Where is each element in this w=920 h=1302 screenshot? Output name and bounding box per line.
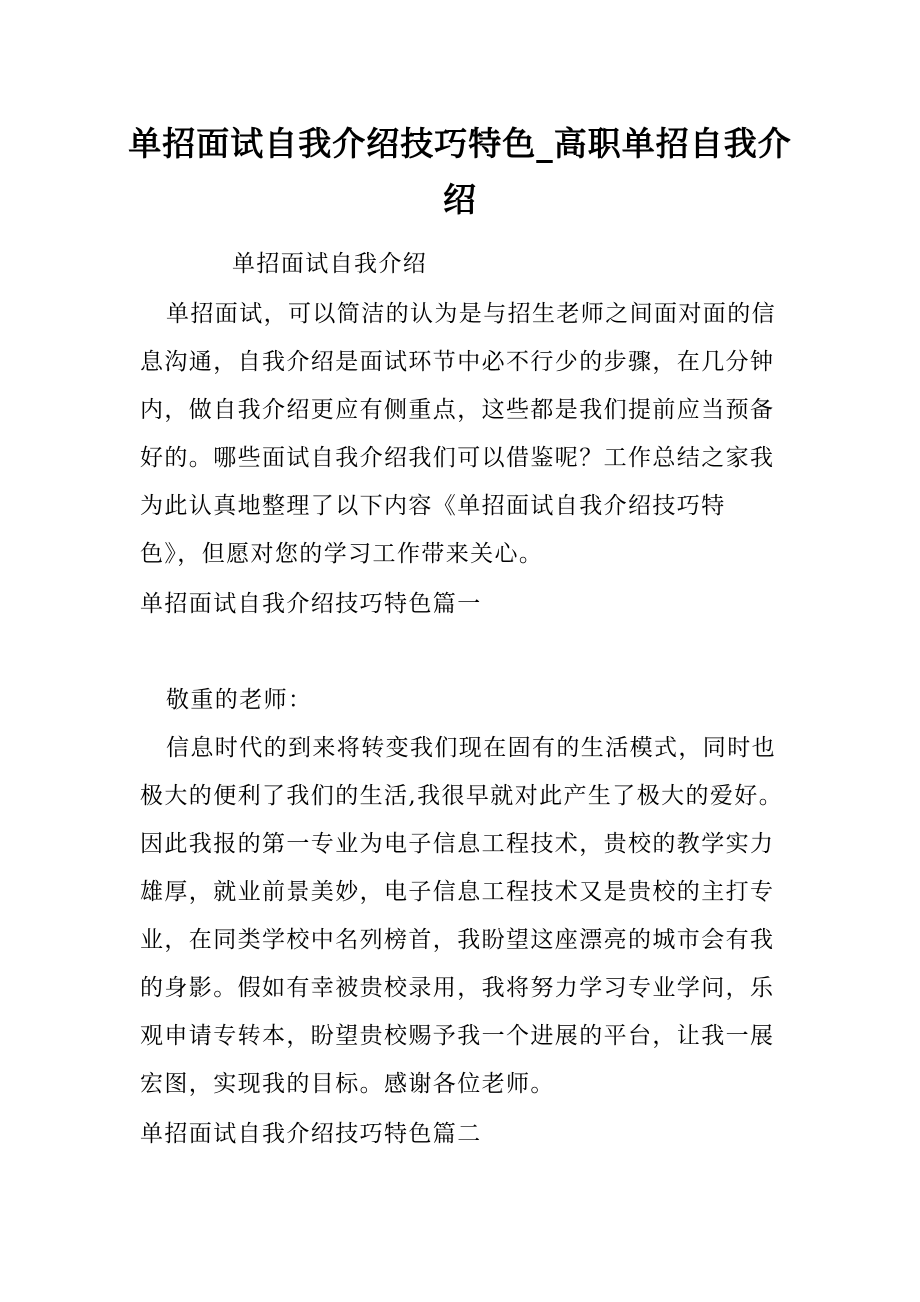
section-heading-1: 单招面试自我介绍技巧特色篇一 [140,591,482,617]
document-subtitle: 单招面试自我介绍 [232,251,428,277]
section-heading-2: 单招面试自我介绍技巧特色篇二 [140,1121,482,1147]
greeting-line: 敬重的老师： [166,687,313,713]
section-1-paragraph: 信息时代的到来将转变我们现在固有的生活模式，同时也极大的便利了我们的生活,我很早就对此产生了极大的爱好。因此我报的第一专业为电子信息工程技术，贵校的教学实力雄厚，就业前景美妙，电子信息工程技术又是贵校的主打专业，在同类学校中名列榜首，我盼望这座漂亮的城市会有我的身影。假如有幸被贵校录用，我将努力学习专业学问，乐观申请专转本，盼望贵校赐予我一个进展的平台，让我一展宏图，实现我的目标。感谢各位老师。 [140,735,784,1097]
intro-paragraph: 单招面试，可以简洁的认为是与招生老师之间面对面的信息沟通，自我介绍是面试环节中必不行少的步骤，在几分钟内，做自我介绍更应有侧重点，这些都是我们提前应当预备好的。哪些面试自我介绍我们可以借鉴呢？工作总结之家我为此认真地整理了以下内容《单招面试自我介绍技巧特色》，但愿对您的学习工作带来关心。 [140,301,776,567]
document-title: 单招面试自我介绍技巧特色_高职单招自我介绍 [128,124,792,219]
